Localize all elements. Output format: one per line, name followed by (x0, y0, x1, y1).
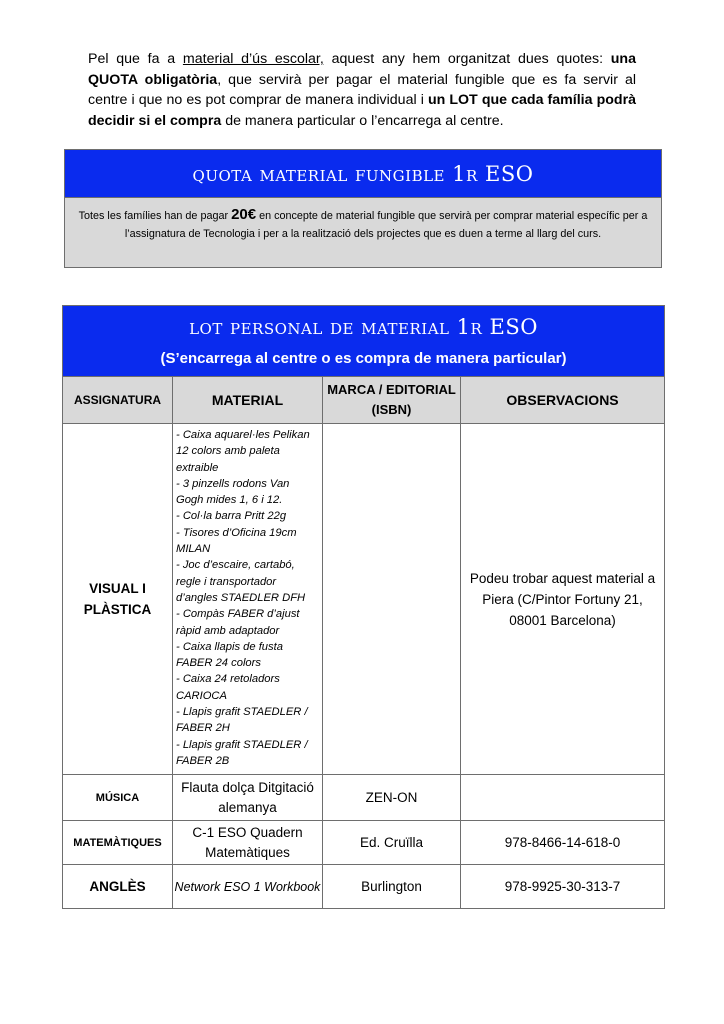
lot-title: lot personal de material 1r ESO (189, 315, 538, 339)
material-cell: Network ESO 1 Workbook (173, 865, 323, 909)
notes-cell: 978-8466-14-618-0 (461, 821, 665, 865)
brand-cell (323, 424, 461, 775)
lot-table (62, 305, 665, 909)
intro-paragraph (88, 49, 636, 131)
material-cell (173, 424, 323, 775)
lot-subtitle: (S’encarrega al centre o es compra de manera particular) (160, 350, 567, 367)
quota-title: quota material fungible 1r ESO (65, 150, 661, 197)
header-material: MATERIAL (173, 377, 323, 424)
subject-cell: MATEMÀTIQUES (63, 821, 173, 865)
intro-text: de manera particular o l’encarrega al centre. (221, 112, 504, 129)
material-cell: Flauta dolça Ditgitació alemanya (173, 775, 323, 821)
subject-cell: VISUAL I PLÀSTICA (63, 424, 173, 775)
intro-text: Pel que fa a (88, 51, 183, 67)
notes-cell (461, 775, 665, 821)
brand-cell: Burlington (323, 865, 461, 909)
subject-cell: MÚSICA (63, 775, 173, 821)
quota-box (64, 149, 662, 268)
table-row (63, 424, 665, 775)
notes-cell: Podeu trobar aquest material a Piera (C/Pintor Fortuny 21, 08001 Barcelona) (461, 424, 665, 775)
intro-bold-quota: una QUOTA obligatòria (88, 51, 636, 88)
table-row (63, 821, 665, 865)
intro-text: , que servirà per pagar el material fungible que es fa servir al centre i que no es pot comprar de manera individual i (88, 71, 636, 108)
brand-cell: ZEN-ON (323, 775, 461, 821)
header-subject: ASSIGNATURA (63, 377, 173, 424)
quota-text: Totes les famílies han de pagar (78, 210, 232, 222)
quota-amount: 20€ (231, 206, 257, 223)
brand-cell: Ed. Cruïlla (323, 821, 461, 865)
school-material-link[interactable]: material d’ús escolar, (182, 51, 324, 67)
quota-description (65, 197, 661, 267)
subject-cell: ANGLÈS (63, 865, 173, 909)
intro-text: aquest any hem organitzat dues quotes: (323, 51, 611, 67)
material-cell: C-1 ESO Quadern Matemàtiques (173, 821, 323, 865)
notes-cell: 978-9925-30-313-7 (461, 865, 665, 909)
quota-text: en concepte de material fungible que servirà per comprar material específic per a l’assignatura de Tecnologia i per a la realització dels projectes que es duen a terme al llarg del curs. (124, 210, 648, 240)
intro-bold-lot: un LOT que cada família podrà decidir si el compra (88, 92, 636, 129)
header-notes: OBSERVACIONS (461, 377, 665, 424)
material-list: - Caixa aquarel·les Pelikan 12 colors amb paleta extraible - 3 pinzells rodons Van Gogh mides 1, 6 i 12. - Col·la barra Pritt 22g - Tisores d’Oficina 19cm MILAN - Joc d’escaire, cartabó, regle i transportador d’angles STAEDLER DFH - Compàs FABER d’ajust ràpid amb adaptador - Caixa llapis de fusta FABER 24 colors - Caixa 24 retoladors CARIOCA - Llapis grafit STAEDLER / FABER 2H - Llapis grafit STAEDLER / FABER 2B (176, 429, 310, 767)
table-row (63, 775, 665, 821)
header-brand: MARCA / EDITORIAL (ISBN) (323, 377, 461, 424)
table-row (63, 865, 665, 909)
table-header-row (63, 377, 665, 424)
lot-title-cell (63, 306, 665, 377)
